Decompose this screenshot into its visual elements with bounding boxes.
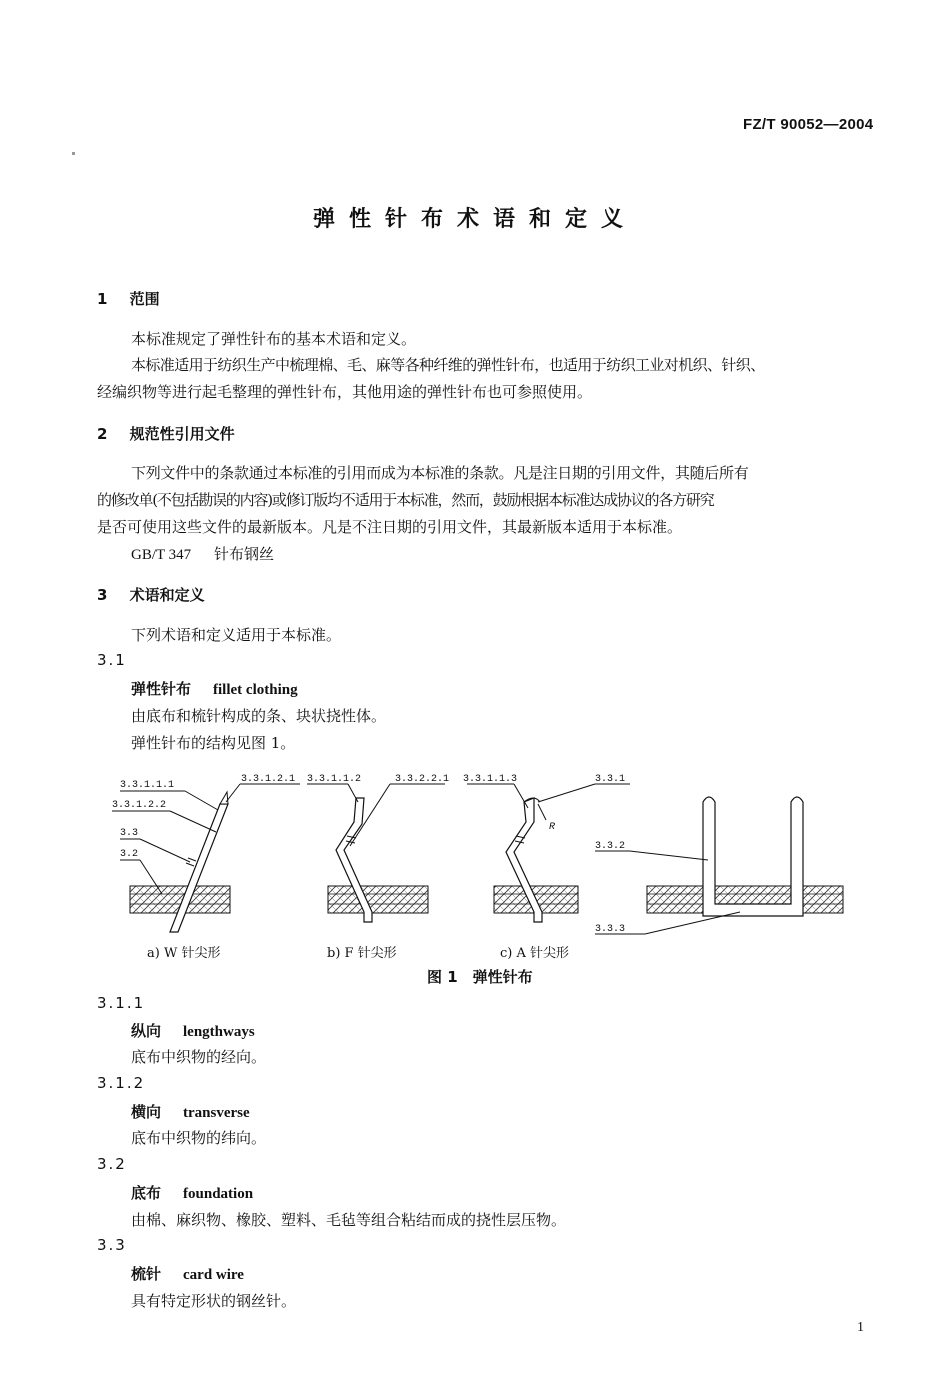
reference-code: GB/T 347 <box>131 547 192 563</box>
figure-caption: 图 1 弹性针布 <box>427 968 533 986</box>
section-title: 术语和定义 <box>129 586 205 604</box>
callout-label: 3.3.1.2.2 <box>112 800 167 811</box>
term-heading <box>131 1101 250 1122</box>
normative-reference <box>131 543 274 564</box>
radius-label: R <box>549 822 556 833</box>
section-3-heading <box>97 584 205 605</box>
term-number: 3.2 <box>97 1155 127 1173</box>
figure-a-w-needle <box>112 774 300 932</box>
term-en: card wire <box>183 1267 244 1283</box>
term-number: 3.1.1 <box>97 994 146 1012</box>
page-number: 1 <box>857 1320 864 1335</box>
callout-label: 3.3.3 <box>595 924 626 935</box>
section-title: 规范性引用文件 <box>129 425 235 443</box>
term-heading <box>131 1182 253 1203</box>
document-title: 弹性针布术语和定义 <box>312 207 637 232</box>
callout-label: 3.2 <box>120 849 139 860</box>
term-heading <box>131 678 298 699</box>
figure-d-staple <box>595 797 843 935</box>
callout-label: 3.3.2.2.1 <box>395 774 450 785</box>
term-en: foundation <box>183 1186 254 1202</box>
s2-line2: 的修改单(不包括勘误的内容)或修订版均不适用于本标准，然而，鼓励根据本标准达成协议的各方研究 <box>97 491 714 509</box>
standard-code: FZ/T 90052—2004 <box>743 116 874 133</box>
figure-1-diagram <box>100 762 860 962</box>
term-zh: 横向 <box>131 1103 162 1121</box>
term-definition: 由棉、麻织物、橡胶、塑料、毛毡等组合粘结而成的挠性层压物。 <box>131 1211 567 1229</box>
foundation-strip <box>328 886 428 913</box>
callout-label: 3.3.1.1.2 <box>307 774 362 785</box>
s3-intro: 下列术语和定义适用于本标准。 <box>131 626 342 644</box>
section-title: 范围 <box>129 290 160 308</box>
term-zh: 底布 <box>131 1184 162 1202</box>
term-zh: 弹性针布 <box>131 680 192 698</box>
scan-dot <box>72 152 75 155</box>
figure-b-f-needle <box>307 774 449 922</box>
section-1-heading <box>97 288 160 309</box>
term-zh: 纵向 <box>131 1022 162 1040</box>
callout-label: 3.3 <box>120 828 139 839</box>
term-number: 3.3 <box>97 1236 127 1254</box>
callout-label: 3.3.1.1.3 <box>463 774 518 785</box>
term-zh: 梳针 <box>131 1265 162 1283</box>
section-number: 2 <box>97 425 108 443</box>
term-note: 弹性针布的结构见图 1。 <box>131 734 296 752</box>
term-number: 3.1.2 <box>97 1074 146 1092</box>
callout-label: 3.3.1 <box>595 774 626 785</box>
section-number: 3 <box>97 586 108 604</box>
term-en: lengthways <box>183 1024 255 1040</box>
term-en: transverse <box>183 1105 250 1121</box>
callout-label: 3.3.1.2.1 <box>241 774 296 785</box>
reference-title: 针布钢丝 <box>213 545 274 563</box>
term-heading <box>131 1263 244 1284</box>
section-number: 1 <box>97 290 108 308</box>
term-number: 3.1 <box>97 651 127 669</box>
term-definition: 底布中织物的纬向。 <box>131 1129 267 1147</box>
section-2-heading <box>97 423 235 444</box>
term-heading <box>131 1020 255 1041</box>
s2-line1: 下列文件中的条款通过本标准的引用而成为本标准的条款。凡是注日期的引用文件，其随后所有 <box>131 464 749 482</box>
figure-subcaption-b: b) F 针尖形 <box>327 946 397 961</box>
callout-label: 3.3.2 <box>595 841 626 852</box>
s1-para2-line1: 本标准适用于纺织生产中梳理棉、毛、麻等各种纤维的弹性针布，也适用于纺织工业对机织、针织、 <box>131 356 765 374</box>
s1-para2-line2: 经编织物等进行起毛整理的弹性针布，其他用途的弹性针布也可参照使用。 <box>97 383 593 401</box>
s2-line3: 是否可使用这些文件的最新版本。凡是不注日期的引用文件，其最新版本适用于本标准。 <box>97 518 683 536</box>
term-en: fillet clothing <box>213 682 298 698</box>
term-definition: 由底布和梳针构成的条、块状挠性体。 <box>131 707 387 725</box>
figure-subcaption-a: a) W 针尖形 <box>147 946 221 961</box>
callout-label: 3.3.1.1.1 <box>120 780 175 791</box>
figure-subcaption-c: c) A 针尖形 <box>500 946 570 961</box>
term-definition: 底布中织物的经向。 <box>131 1048 267 1066</box>
s1-para1: 本标准规定了弹性针布的基本术语和定义。 <box>131 330 417 348</box>
term-definition: 具有特定形状的钢丝针。 <box>131 1292 297 1310</box>
